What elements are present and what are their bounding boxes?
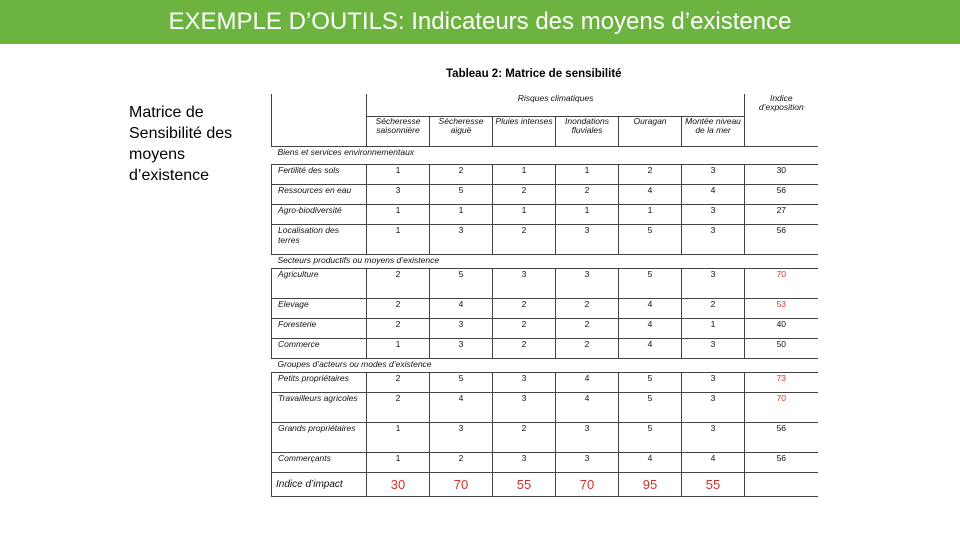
exposure-index-cell: 70 <box>745 268 818 298</box>
row-label: Travailleurs agricoles <box>272 392 367 422</box>
section-title: Secteurs productifs ou moyens d’existence <box>272 254 818 268</box>
row-label: Localisation des terres <box>272 224 367 254</box>
exposure-index-header: Indice d’exposition <box>745 94 818 146</box>
score-cell: 2 <box>556 184 619 204</box>
score-cell: 3 <box>682 164 745 184</box>
score-cell: 2 <box>367 268 430 298</box>
row-label: Agro-biodiversité <box>272 204 367 224</box>
score-cell: 3 <box>682 224 745 254</box>
score-cell: 3 <box>682 268 745 298</box>
score-cell: 1 <box>367 224 430 254</box>
score-cell: 2 <box>619 164 682 184</box>
score-cell: 2 <box>493 224 556 254</box>
row-label: Petits propriétaires <box>272 372 367 392</box>
score-cell: 3 <box>556 422 619 452</box>
impact-empty-cell <box>745 472 818 496</box>
row-label: Elevage <box>272 298 367 318</box>
sensitivity-matrix <box>271 94 817 511</box>
matrix-table <box>271 94 818 497</box>
score-cell: 4 <box>619 452 682 472</box>
score-cell: 3 <box>430 422 493 452</box>
corner-cell <box>272 94 367 146</box>
score-cell: 3 <box>556 268 619 298</box>
score-cell: 2 <box>556 298 619 318</box>
score-cell: 3 <box>430 318 493 338</box>
score-cell: 3 <box>682 338 745 358</box>
col-header: Sécheresse aiguë <box>430 116 493 146</box>
score-cell: 3 <box>682 392 745 422</box>
impact-label: Indice d’impact <box>272 472 367 496</box>
score-cell: 5 <box>619 372 682 392</box>
score-cell: 3 <box>493 372 556 392</box>
impact-value-cell: 30 <box>367 472 430 496</box>
exposure-index-cell: 53 <box>745 298 818 318</box>
section-title: Groupes d’acteurs ou modes d’existence <box>272 358 818 372</box>
matrix-row <box>272 204 818 224</box>
section-header-row <box>272 254 818 268</box>
matrix-row <box>272 268 818 298</box>
score-cell: 3 <box>682 422 745 452</box>
score-cell: 3 <box>682 372 745 392</box>
matrix-row <box>272 164 818 184</box>
row-label: Foresterie <box>272 318 367 338</box>
score-cell: 4 <box>430 392 493 422</box>
score-cell: 2 <box>367 298 430 318</box>
score-cell: 4 <box>556 392 619 422</box>
score-cell: 5 <box>619 224 682 254</box>
score-cell: 1 <box>619 204 682 224</box>
row-label: Grands propriétaires <box>272 422 367 452</box>
score-cell: 1 <box>493 204 556 224</box>
score-cell: 4 <box>430 298 493 318</box>
row-label: Ressources en eau <box>272 184 367 204</box>
section-header-row <box>272 146 818 164</box>
score-cell: 4 <box>619 298 682 318</box>
score-cell: 3 <box>682 204 745 224</box>
score-cell: 3 <box>556 452 619 472</box>
score-cell: 4 <box>556 372 619 392</box>
score-cell: 1 <box>430 204 493 224</box>
score-cell: 1 <box>367 338 430 358</box>
score-cell: 4 <box>619 318 682 338</box>
row-label: Fertilité des sols <box>272 164 367 184</box>
row-label: Commerçants <box>272 452 367 472</box>
score-cell: 2 <box>493 338 556 358</box>
exposure-index-cell: 56 <box>745 422 818 452</box>
score-cell: 1 <box>367 164 430 184</box>
score-cell: 2 <box>556 318 619 338</box>
impact-value-cell: 95 <box>619 472 682 496</box>
matrix-row <box>272 224 818 254</box>
score-cell: 3 <box>493 392 556 422</box>
exposure-index-cell: 56 <box>745 224 818 254</box>
impact-value-cell: 70 <box>430 472 493 496</box>
matrix-row <box>272 372 818 392</box>
score-cell: 3 <box>493 452 556 472</box>
score-cell: 1 <box>682 318 745 338</box>
score-cell: 2 <box>682 298 745 318</box>
col-header: Pluies intenses <box>493 116 556 146</box>
score-cell: 3 <box>556 224 619 254</box>
col-header: Montée niveau de la mer <box>682 116 745 146</box>
impact-row <box>272 472 818 496</box>
matrix-row <box>272 184 818 204</box>
section-header-row <box>272 358 818 372</box>
score-cell: 1 <box>367 452 430 472</box>
score-cell: 1 <box>493 164 556 184</box>
matrix-body <box>272 94 818 496</box>
score-cell: 2 <box>430 164 493 184</box>
score-cell: 4 <box>682 452 745 472</box>
risk-group-header: Risques climatiques <box>367 94 745 116</box>
exposure-index-cell: 50 <box>745 338 818 358</box>
exposure-index-cell: 56 <box>745 184 818 204</box>
score-cell: 2 <box>493 318 556 338</box>
score-cell: 2 <box>493 422 556 452</box>
matrix-row <box>272 318 818 338</box>
section-title: Biens et services environnementaux <box>272 146 818 164</box>
impact-value-cell: 55 <box>682 472 745 496</box>
impact-value-cell: 70 <box>556 472 619 496</box>
score-cell: 2 <box>430 452 493 472</box>
exposure-index-cell: 27 <box>745 204 818 224</box>
matrix-header-row <box>272 94 818 116</box>
score-cell: 3 <box>367 184 430 204</box>
score-cell: 2 <box>367 392 430 422</box>
score-cell: 2 <box>493 298 556 318</box>
col-header: Ouragan <box>619 116 682 146</box>
page-title-prefix: EXEMPLE D’OUTILS: <box>168 8 405 35</box>
table-caption: Tableau 2: Matrice de sensibilité <box>446 68 622 80</box>
score-cell: 5 <box>430 268 493 298</box>
score-cell: 4 <box>619 184 682 204</box>
score-cell: 2 <box>367 318 430 338</box>
score-cell: 3 <box>430 338 493 358</box>
matrix-row <box>272 392 818 422</box>
score-cell: 2 <box>493 184 556 204</box>
score-cell: 5 <box>430 184 493 204</box>
exposure-index-cell: 73 <box>745 372 818 392</box>
score-cell: 3 <box>430 224 493 254</box>
score-cell: 1 <box>367 422 430 452</box>
side-label: Matrice de Sensibilité des moyens d’existence <box>129 104 233 184</box>
impact-value-cell: 55 <box>493 472 556 496</box>
score-cell: 5 <box>619 392 682 422</box>
matrix-row <box>272 452 818 472</box>
exposure-index-cell: 40 <box>745 318 818 338</box>
score-cell: 4 <box>619 338 682 358</box>
page-title <box>0 7 960 37</box>
row-label: Agriculture <box>272 268 367 298</box>
score-cell: 2 <box>367 372 430 392</box>
score-cell: 1 <box>367 204 430 224</box>
exposure-index-cell: 70 <box>745 392 818 422</box>
exposure-index-cell: 56 <box>745 452 818 472</box>
score-cell: 4 <box>682 184 745 204</box>
exposure-index-cell: 30 <box>745 164 818 184</box>
row-label: Commerce <box>272 338 367 358</box>
matrix-row <box>272 422 818 452</box>
score-cell: 2 <box>556 338 619 358</box>
col-header: Inondations fluviales <box>556 116 619 146</box>
score-cell: 3 <box>493 268 556 298</box>
score-cell: 1 <box>556 204 619 224</box>
score-cell: 5 <box>430 372 493 392</box>
matrix-row <box>272 338 818 358</box>
score-cell: 5 <box>619 268 682 298</box>
page-title-main: Indicateurs des moyens d’existence <box>411 8 792 35</box>
score-cell: 5 <box>619 422 682 452</box>
matrix-row <box>272 298 818 318</box>
score-cell: 1 <box>556 164 619 184</box>
col-header: Sécheresse saisonnière <box>367 116 430 146</box>
